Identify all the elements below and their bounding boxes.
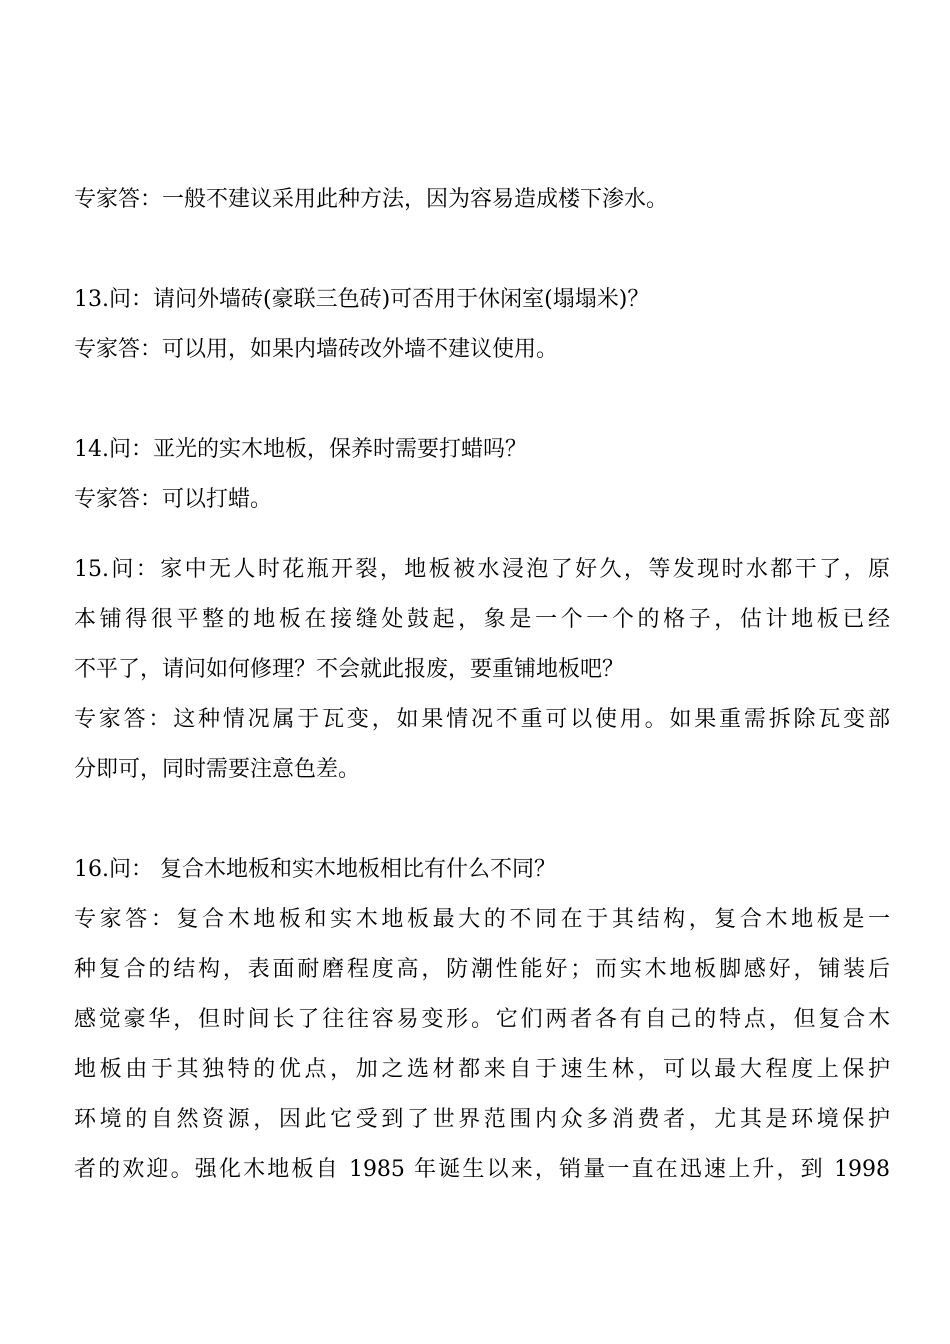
question-16: 16.问： 复合木地板和实木地板相比有什么不同？ bbox=[74, 857, 556, 882]
answer-15-line-1: 专家答：这种情况属于瓦变，如果情况不重可以使用。如果重需拆除瓦变部 bbox=[74, 707, 890, 732]
question-15-line-1: 15.问：家中无人时花瓶开裂，地板被水浸泡了好久，等发现时水都干了，原 bbox=[74, 557, 890, 582]
question-13: 13.问：请问外墙砖(豪联三色砖)可否用于休闲室(塌塌米)？ bbox=[74, 287, 650, 312]
question-14: 14.问：亚光的实木地板，保养时需要打蜡吗？ bbox=[74, 437, 527, 462]
question-15-line-2: 本铺得很平整的地板在接缝处鼓起，象是一个一个的格子，估计地板已经 bbox=[74, 607, 890, 632]
answer-13: 专家答：可以用，如果内墙砖改外墙不建议使用。 bbox=[74, 337, 559, 362]
answer-14: 专家答：可以打蜡。 bbox=[74, 487, 273, 512]
answer-12: 专家答：一般不建议采用此种方法，因为容易造成楼下渗水。 bbox=[74, 187, 669, 212]
answer-16-line-5: 环境的自然资源，因此它受到了世界范围内众多消费者，尤其是环境保护 bbox=[74, 1107, 890, 1132]
answer-16-line-4: 地板由于其独特的优点，加之选材都来自于速生林，可以最大程度上保护 bbox=[74, 1057, 890, 1082]
answer-16-line-1: 专家答：复合木地板和实木地板最大的不同在于其结构，复合木地板是一 bbox=[74, 907, 890, 932]
answer-15-line-2: 分即可，同时需要注意色差。 bbox=[74, 757, 361, 782]
answer-16-line-2: 种复合的结构，表面耐磨程度高，防潮性能好；而实木地板脚感好，铺装后 bbox=[74, 957, 890, 982]
answer-16-line-3: 感觉豪华，但时间长了往往容易变形。它们两者各有自己的特点，但复合木 bbox=[74, 1007, 890, 1032]
question-15-line-3: 不平了，请问如何修理？不会就此报废，要重铺地板吧？ bbox=[74, 657, 625, 682]
answer-16-line-6: 者的欢迎。强化木地板自 1985 年诞生以来，销量一直在迅速上升，到 1998 bbox=[74, 1157, 890, 1182]
